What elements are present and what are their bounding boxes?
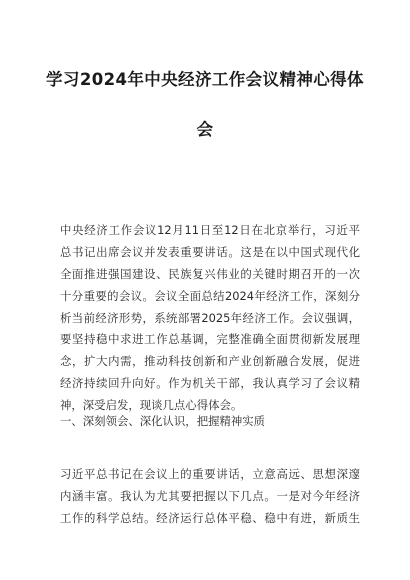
paragraph-line: 总书记出席会议并发表重要讲话。这是在以中国式现代化 — [60, 244, 360, 259]
paragraph-line: 念，扩大内需，推动科技创新和产业创新融合发展，促进 — [60, 354, 360, 369]
paragraph-section-1 — [60, 464, 360, 530]
paragraph-line: 神，深受启发，现谈几点心得体会。 — [60, 398, 243, 413]
section-heading: 一、深刻领会、深化认识，把握精神实质 — [60, 414, 266, 428]
paragraph-line: 工作的科学总结。经济运行总体平稳、稳中有进，新质生 — [60, 510, 360, 525]
document-title-line-2: 会 — [196, 120, 214, 139]
paragraph-line: 全面推进强国建设、民族复兴伟业的关键时期召开的一次 — [60, 266, 360, 281]
paragraph-intro — [60, 220, 360, 417]
paragraph-line: 十分重要的会议。会议全面总结2024年经济工作，深刻分 — [60, 288, 360, 303]
paragraph-line: 要坚持稳中求进工作总基调，完整准确全面贯彻新发展理 — [60, 332, 360, 347]
paragraph-line: 内涵丰富。我认为尤其要把握以下几点。一是对今年经济 — [60, 488, 360, 503]
paragraph-line: 析当前经济形势，系统部署2025年经济工作。会议强调， — [60, 310, 360, 325]
document-title-line-1: 学习2024年中央经济工作会议精神心得体 — [46, 70, 364, 89]
paragraph-line: 经济持续回升向好。作为机关干部，我认真学习了会议精 — [60, 376, 360, 391]
paragraph-line: 中央经济工作会议12月11日至12日在北京举行，习近平 — [60, 223, 360, 237]
paragraph-line: 习近平总书记在会议上的重要讲话，立意高远、思想深邃 — [60, 467, 360, 481]
